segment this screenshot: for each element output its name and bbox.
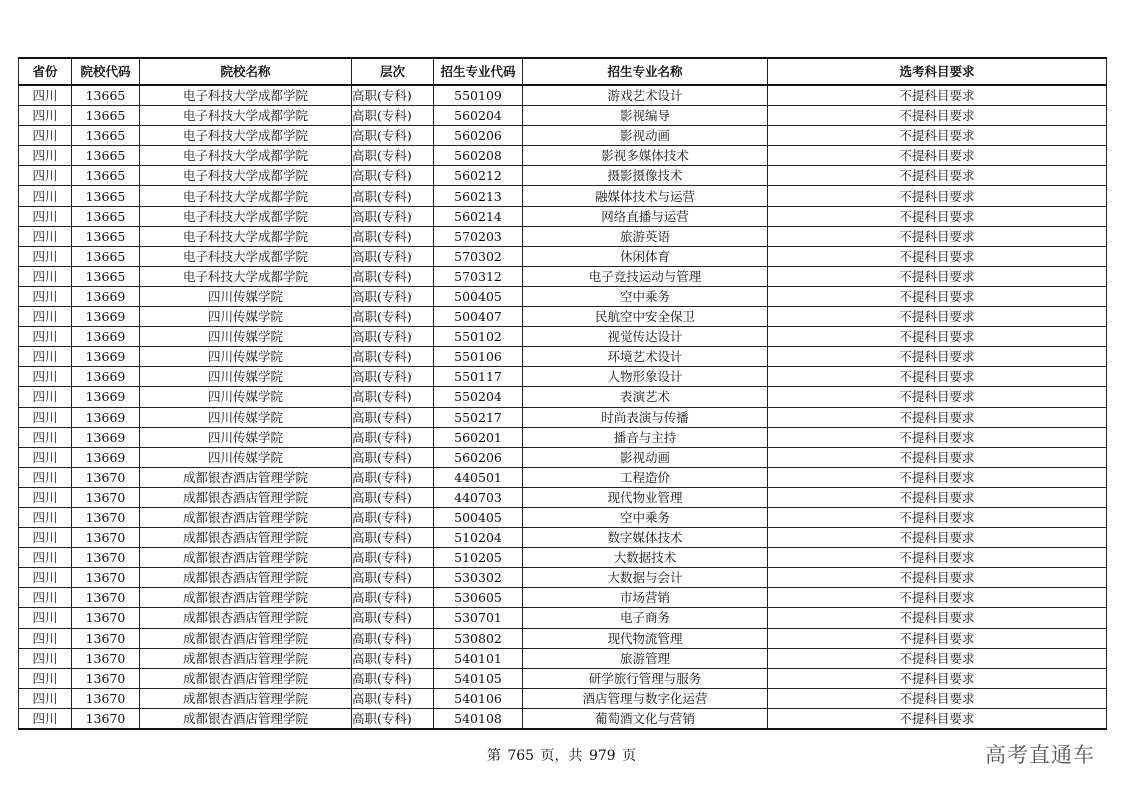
cell-school-code: 13670 [72, 648, 140, 668]
cell-major-code: 550106 [434, 347, 523, 367]
cell-major-code: 560204 [434, 106, 523, 126]
cell-province: 四川 [19, 588, 72, 608]
cell-province: 四川 [19, 628, 72, 648]
cell-school-code: 13670 [72, 708, 140, 729]
cell-major-code: 500405 [434, 507, 523, 527]
table-row [19, 186, 1107, 206]
cell-subject-requirement: 不提科目要求 [768, 528, 1107, 548]
cell-subject-requirement: 不提科目要求 [768, 668, 1107, 688]
cell-province: 四川 [19, 266, 72, 286]
footer-middle: 页，共 [540, 748, 583, 764]
cell-major-name: 空中乘务 [523, 286, 768, 306]
table-row [19, 588, 1107, 608]
cell-province: 四川 [19, 487, 72, 507]
cell-level: 高职(专科) [352, 387, 434, 407]
cell-school-code: 13670 [72, 507, 140, 527]
cell-major-name: 人物形象设计 [523, 367, 768, 387]
cell-major-name: 环境艺术设计 [523, 347, 768, 367]
table-row [19, 387, 1107, 407]
cell-subject-requirement: 不提科目要求 [768, 568, 1107, 588]
cell-major-code: 440501 [434, 467, 523, 487]
cell-province: 四川 [19, 407, 72, 427]
cell-province: 四川 [19, 327, 72, 347]
cell-major-code: 530605 [434, 588, 523, 608]
cell-subject-requirement: 不提科目要求 [768, 447, 1107, 467]
cell-level: 高职(专科) [352, 507, 434, 527]
cell-school-name: 四川传媒学院 [140, 307, 352, 327]
cell-subject-requirement: 不提科目要求 [768, 387, 1107, 407]
cell-province: 四川 [19, 467, 72, 487]
cell-school-name: 电子科技大学成都学院 [140, 166, 352, 186]
cell-major-name: 大数据技术 [523, 548, 768, 568]
cell-subject-requirement: 不提科目要求 [768, 186, 1107, 206]
cell-province: 四川 [19, 427, 72, 447]
cell-major-name: 影视编导 [523, 106, 768, 126]
table-row [19, 487, 1107, 507]
cell-major-name: 视觉传达设计 [523, 327, 768, 347]
cell-province: 四川 [19, 307, 72, 327]
cell-subject-requirement: 不提科目要求 [768, 286, 1107, 306]
cell-subject-requirement: 不提科目要求 [768, 367, 1107, 387]
cell-province: 四川 [19, 648, 72, 668]
cell-school-name: 成都银杏酒店管理学院 [140, 648, 352, 668]
cell-subject-requirement: 不提科目要求 [768, 126, 1107, 146]
cell-major-code: 570312 [434, 266, 523, 286]
cell-subject-requirement: 不提科目要求 [768, 688, 1107, 708]
cell-major-name: 市场营销 [523, 588, 768, 608]
cell-school-code: 13670 [72, 467, 140, 487]
table-row [19, 266, 1107, 286]
cell-level: 高职(专科) [352, 347, 434, 367]
cell-school-name: 四川传媒学院 [140, 427, 352, 447]
cell-major-code: 550109 [434, 85, 523, 106]
table-row [19, 327, 1107, 347]
cell-province: 四川 [19, 548, 72, 568]
cell-school-code: 13665 [72, 206, 140, 226]
cell-school-name: 四川传媒学院 [140, 447, 352, 467]
cell-level: 高职(专科) [352, 668, 434, 688]
cell-province: 四川 [19, 226, 72, 246]
cell-subject-requirement: 不提科目要求 [768, 628, 1107, 648]
cell-province: 四川 [19, 286, 72, 306]
admissions-table [18, 57, 1107, 730]
table-row [19, 447, 1107, 467]
cell-level: 高职(专科) [352, 588, 434, 608]
cell-subject-requirement: 不提科目要求 [768, 507, 1107, 527]
cell-province: 四川 [19, 507, 72, 527]
header-major-code: 招生专业代码 [434, 58, 523, 85]
cell-major-code: 550217 [434, 407, 523, 427]
cell-school-code: 13670 [72, 668, 140, 688]
cell-major-name: 葡萄酒文化与营销 [523, 708, 768, 729]
cell-subject-requirement: 不提科目要求 [768, 166, 1107, 186]
cell-level: 高职(专科) [352, 266, 434, 286]
cell-level: 高职(专科) [352, 85, 434, 106]
table-row [19, 648, 1107, 668]
cell-province: 四川 [19, 126, 72, 146]
cell-school-code: 13670 [72, 548, 140, 568]
cell-school-code: 13665 [72, 166, 140, 186]
cell-level: 高职(专科) [352, 146, 434, 166]
footer-page-number: 765 [507, 748, 535, 764]
cell-major-name: 摄影摄像技术 [523, 166, 768, 186]
cell-school-code: 13670 [72, 628, 140, 648]
table-row [19, 688, 1107, 708]
cell-subject-requirement: 不提科目要求 [768, 246, 1107, 266]
cell-province: 四川 [19, 708, 72, 729]
cell-major-name: 影视多媒体技术 [523, 146, 768, 166]
cell-level: 高职(专科) [352, 286, 434, 306]
cell-school-code: 13665 [72, 146, 140, 166]
cell-major-name: 时尚表演与传播 [523, 407, 768, 427]
cell-level: 高职(专科) [352, 126, 434, 146]
cell-major-name: 民航空中安全保卫 [523, 307, 768, 327]
table-row [19, 507, 1107, 527]
table-row [19, 286, 1107, 306]
cell-province: 四川 [19, 528, 72, 548]
cell-subject-requirement: 不提科目要求 [768, 206, 1107, 226]
cell-major-name: 电子竞技运动与管理 [523, 266, 768, 286]
cell-major-name: 电子商务 [523, 608, 768, 628]
cell-major-name: 大数据与会计 [523, 568, 768, 588]
footer-total-pages: 979 [588, 748, 616, 764]
cell-major-code: 530701 [434, 608, 523, 628]
cell-level: 高职(专科) [352, 166, 434, 186]
cell-school-code: 13669 [72, 327, 140, 347]
table-row [19, 85, 1107, 106]
cell-level: 高职(专科) [352, 226, 434, 246]
cell-level: 高职(专科) [352, 307, 434, 327]
cell-school-code: 13670 [72, 528, 140, 548]
cell-school-name: 电子科技大学成都学院 [140, 206, 352, 226]
table-row [19, 126, 1107, 146]
cell-major-code: 550204 [434, 387, 523, 407]
header-school-name: 院校名称 [140, 58, 352, 85]
cell-major-name: 影视动画 [523, 447, 768, 467]
cell-province: 四川 [19, 688, 72, 708]
table-body [19, 85, 1107, 729]
cell-school-name: 四川传媒学院 [140, 327, 352, 347]
cell-level: 高职(专科) [352, 246, 434, 266]
table-row [19, 367, 1107, 387]
cell-major-code: 500405 [434, 286, 523, 306]
cell-school-code: 13669 [72, 407, 140, 427]
cell-major-name: 数字媒体技术 [523, 528, 768, 548]
table-row [19, 166, 1107, 186]
cell-subject-requirement: 不提科目要求 [768, 608, 1107, 628]
cell-school-code: 13670 [72, 688, 140, 708]
cell-major-name: 游戏艺术设计 [523, 85, 768, 106]
cell-major-name: 融媒体技术与运营 [523, 186, 768, 206]
cell-subject-requirement: 不提科目要求 [768, 407, 1107, 427]
cell-province: 四川 [19, 387, 72, 407]
watermark-logo-text: 高考直通车 [985, 743, 1095, 767]
cell-school-name: 电子科技大学成都学院 [140, 146, 352, 166]
cell-major-code: 560208 [434, 146, 523, 166]
table-row [19, 407, 1107, 427]
cell-level: 高职(专科) [352, 528, 434, 548]
table-row [19, 568, 1107, 588]
cell-level: 高职(专科) [352, 186, 434, 206]
cell-school-code: 13669 [72, 387, 140, 407]
table-header [19, 58, 1107, 85]
cell-school-name: 成都银杏酒店管理学院 [140, 628, 352, 648]
cell-level: 高职(专科) [352, 608, 434, 628]
cell-school-code: 13669 [72, 427, 140, 447]
cell-school-code: 13665 [72, 126, 140, 146]
cell-school-name: 四川传媒学院 [140, 286, 352, 306]
cell-subject-requirement: 不提科目要求 [768, 307, 1107, 327]
cell-major-name: 网络直播与运营 [523, 206, 768, 226]
cell-major-code: 530802 [434, 628, 523, 648]
cell-major-code: 530302 [434, 568, 523, 588]
cell-major-code: 540101 [434, 648, 523, 668]
table-row [19, 668, 1107, 688]
table-row [19, 528, 1107, 548]
cell-major-code: 560206 [434, 447, 523, 467]
cell-subject-requirement: 不提科目要求 [768, 467, 1107, 487]
cell-major-name: 播音与主持 [523, 427, 768, 447]
cell-province: 四川 [19, 146, 72, 166]
cell-province: 四川 [19, 608, 72, 628]
cell-major-name: 空中乘务 [523, 507, 768, 527]
table-row [19, 548, 1107, 568]
header-row [19, 58, 1107, 85]
cell-major-name: 休闲体育 [523, 246, 768, 266]
cell-school-name: 成都银杏酒店管理学院 [140, 708, 352, 729]
cell-level: 高职(专科) [352, 367, 434, 387]
cell-school-code: 13665 [72, 246, 140, 266]
cell-level: 高职(专科) [352, 548, 434, 568]
cell-major-code: 560206 [434, 126, 523, 146]
cell-subject-requirement: 不提科目要求 [768, 85, 1107, 106]
cell-school-code: 13669 [72, 367, 140, 387]
cell-level: 高职(专科) [352, 327, 434, 347]
cell-major-code: 510204 [434, 528, 523, 548]
cell-subject-requirement: 不提科目要求 [768, 648, 1107, 668]
header-province: 省份 [19, 58, 72, 85]
table-row [19, 307, 1107, 327]
cell-subject-requirement: 不提科目要求 [768, 146, 1107, 166]
table-row [19, 206, 1107, 226]
cell-school-code: 13670 [72, 487, 140, 507]
cell-major-name: 旅游英语 [523, 226, 768, 246]
table-row [19, 146, 1107, 166]
cell-level: 高职(专科) [352, 708, 434, 729]
cell-province: 四川 [19, 186, 72, 206]
cell-major-code: 560212 [434, 166, 523, 186]
cell-school-code: 13669 [72, 347, 140, 367]
cell-level: 高职(专科) [352, 206, 434, 226]
cell-school-name: 电子科技大学成都学院 [140, 266, 352, 286]
cell-subject-requirement: 不提科目要求 [768, 327, 1107, 347]
cell-province: 四川 [19, 347, 72, 367]
table-row [19, 246, 1107, 266]
cell-major-code: 540106 [434, 688, 523, 708]
header-level: 层次 [352, 58, 434, 85]
footer-suffix: 页 [622, 748, 637, 764]
cell-level: 高职(专科) [352, 688, 434, 708]
cell-major-code: 500407 [434, 307, 523, 327]
cell-school-name: 成都银杏酒店管理学院 [140, 507, 352, 527]
cell-major-name: 现代物流管理 [523, 628, 768, 648]
cell-province: 四川 [19, 106, 72, 126]
cell-school-name: 电子科技大学成都学院 [140, 106, 352, 126]
cell-province: 四川 [19, 367, 72, 387]
cell-school-code: 13665 [72, 186, 140, 206]
cell-major-name: 影视动画 [523, 126, 768, 146]
cell-subject-requirement: 不提科目要求 [768, 226, 1107, 246]
cell-school-name: 成都银杏酒店管理学院 [140, 688, 352, 708]
cell-school-code: 13665 [72, 226, 140, 246]
cell-school-name: 电子科技大学成都学院 [140, 246, 352, 266]
cell-major-code: 560213 [434, 186, 523, 206]
cell-subject-requirement: 不提科目要求 [768, 548, 1107, 568]
cell-level: 高职(专科) [352, 106, 434, 126]
cell-school-name: 成都银杏酒店管理学院 [140, 588, 352, 608]
table-row [19, 467, 1107, 487]
cell-school-name: 成都银杏酒店管理学院 [140, 467, 352, 487]
cell-school-code: 13670 [72, 588, 140, 608]
cell-level: 高职(专科) [352, 407, 434, 427]
cell-major-code: 570203 [434, 226, 523, 246]
cell-school-code: 13669 [72, 447, 140, 467]
cell-school-name: 成都银杏酒店管理学院 [140, 487, 352, 507]
cell-school-code: 13665 [72, 266, 140, 286]
cell-subject-requirement: 不提科目要求 [768, 588, 1107, 608]
header-school-code: 院校代码 [72, 58, 140, 85]
cell-major-name: 现代物业管理 [523, 487, 768, 507]
cell-level: 高职(专科) [352, 628, 434, 648]
cell-major-name: 研学旅行管理与服务 [523, 668, 768, 688]
cell-level: 高职(专科) [352, 648, 434, 668]
table-row [19, 226, 1107, 246]
cell-school-name: 成都银杏酒店管理学院 [140, 528, 352, 548]
cell-major-code: 440703 [434, 487, 523, 507]
cell-school-name: 电子科技大学成都学院 [140, 126, 352, 146]
footer-prefix: 第 [486, 748, 501, 764]
cell-major-code: 540105 [434, 668, 523, 688]
table-row [19, 106, 1107, 126]
cell-level: 高职(专科) [352, 467, 434, 487]
cell-school-code: 13669 [72, 286, 140, 306]
cell-province: 四川 [19, 246, 72, 266]
cell-province: 四川 [19, 166, 72, 186]
cell-school-name: 成都银杏酒店管理学院 [140, 568, 352, 588]
cell-subject-requirement: 不提科目要求 [768, 427, 1107, 447]
cell-major-code: 540108 [434, 708, 523, 729]
table-row [19, 608, 1107, 628]
cell-major-code: 510205 [434, 548, 523, 568]
cell-level: 高职(专科) [352, 568, 434, 588]
cell-school-name: 四川传媒学院 [140, 407, 352, 427]
cell-major-code: 550102 [434, 327, 523, 347]
cell-school-code: 13670 [72, 568, 140, 588]
cell-school-code: 13665 [72, 85, 140, 106]
cell-major-name: 旅游管理 [523, 648, 768, 668]
cell-major-name: 酒店管理与数字化运营 [523, 688, 768, 708]
table-row [19, 708, 1107, 729]
cell-school-name: 电子科技大学成都学院 [140, 85, 352, 106]
cell-province: 四川 [19, 568, 72, 588]
cell-level: 高职(专科) [352, 427, 434, 447]
cell-school-name: 四川传媒学院 [140, 387, 352, 407]
cell-major-code: 560201 [434, 427, 523, 447]
cell-subject-requirement: 不提科目要求 [768, 487, 1107, 507]
cell-major-code: 570302 [434, 246, 523, 266]
table-row [19, 427, 1107, 447]
cell-major-code: 560214 [434, 206, 523, 226]
cell-province: 四川 [19, 206, 72, 226]
table-row [19, 628, 1107, 648]
page-footer [0, 745, 1123, 765]
cell-subject-requirement: 不提科目要求 [768, 266, 1107, 286]
cell-subject-requirement: 不提科目要求 [768, 106, 1107, 126]
cell-school-name: 电子科技大学成都学院 [140, 186, 352, 206]
cell-major-name: 工程造价 [523, 467, 768, 487]
cell-major-name: 表演艺术 [523, 387, 768, 407]
cell-school-code: 13665 [72, 106, 140, 126]
cell-province: 四川 [19, 668, 72, 688]
header-major-name: 招生专业名称 [523, 58, 768, 85]
cell-province: 四川 [19, 85, 72, 106]
cell-province: 四川 [19, 447, 72, 467]
cell-school-name: 四川传媒学院 [140, 367, 352, 387]
table-row [19, 347, 1107, 367]
header-subject-requirement: 选考科目要求 [768, 58, 1107, 85]
cell-major-code: 550117 [434, 367, 523, 387]
cell-school-name: 成都银杏酒店管理学院 [140, 608, 352, 628]
cell-subject-requirement: 不提科目要求 [768, 708, 1107, 729]
cell-school-name: 成都银杏酒店管理学院 [140, 548, 352, 568]
cell-school-name: 成都银杏酒店管理学院 [140, 668, 352, 688]
cell-school-name: 电子科技大学成都学院 [140, 226, 352, 246]
cell-school-name: 四川传媒学院 [140, 347, 352, 367]
cell-school-code: 13670 [72, 608, 140, 628]
cell-school-code: 13669 [72, 307, 140, 327]
cell-level: 高职(专科) [352, 487, 434, 507]
cell-level: 高职(专科) [352, 447, 434, 467]
cell-subject-requirement: 不提科目要求 [768, 347, 1107, 367]
